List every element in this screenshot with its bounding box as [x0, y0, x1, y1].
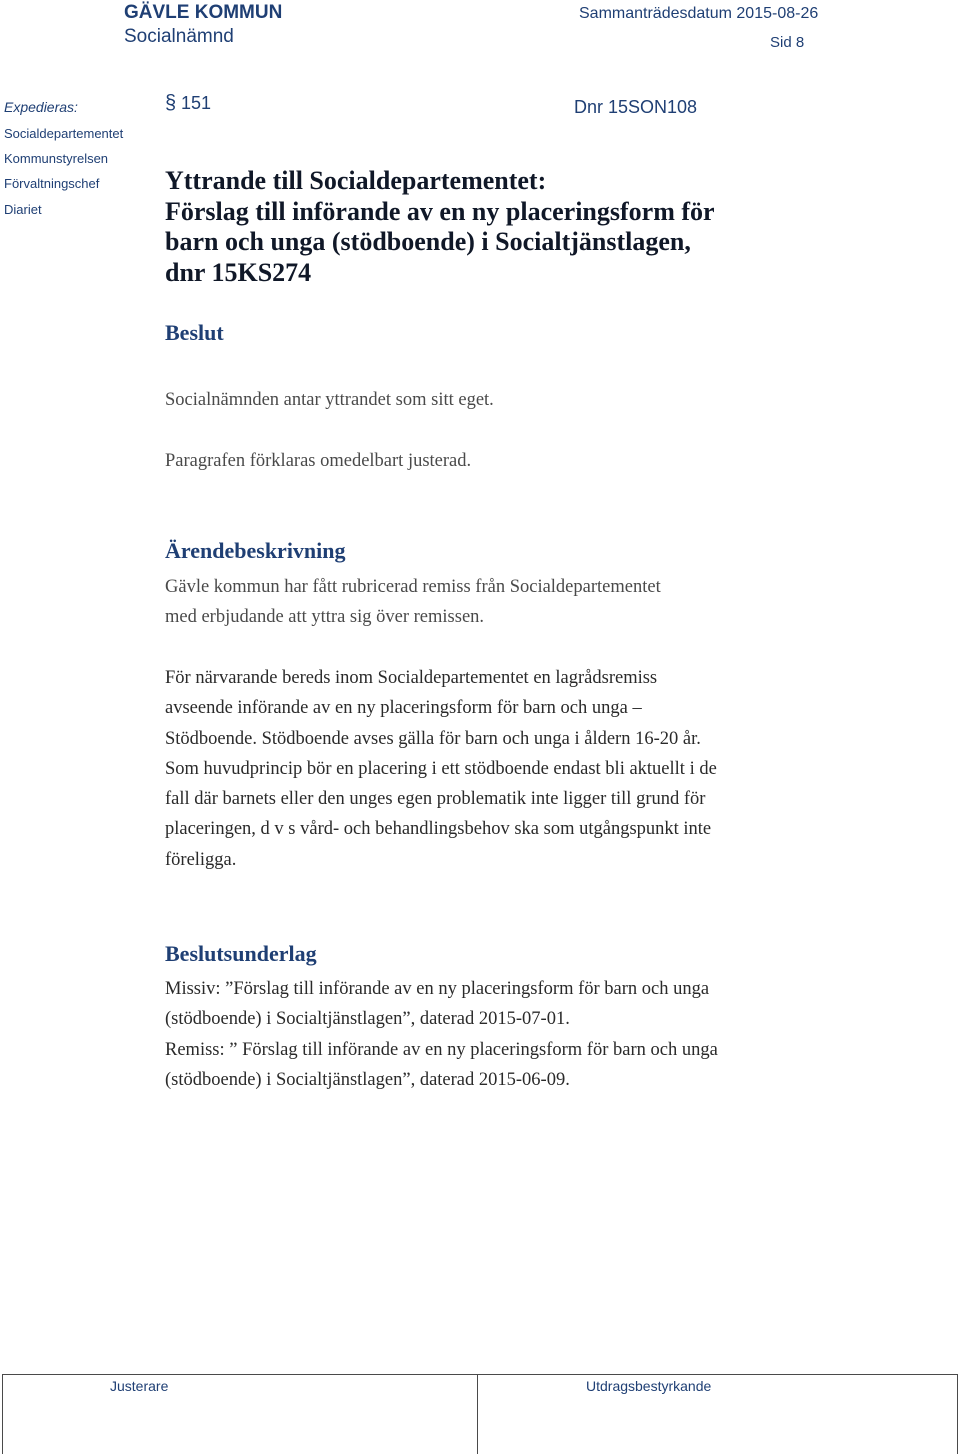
text-line: Remiss: ” Förslag till införande av en ny placeringsform för barn och unga [165, 1039, 718, 1060]
text-line: För närvarande bereds inom Socialdepartementet en lagrådsremiss [165, 668, 658, 688]
title-line: Yttrande till Socialdepartementet: [165, 166, 547, 195]
svg-text:§: § [165, 92, 177, 114]
text-line: Missiv: ”Förslag till införande av en ny placeringsform för barn och unga [165, 979, 710, 999]
distribution-label: Expedieras: [4, 99, 78, 115]
case-description-paragraph [165, 663, 717, 875]
decision-text: Paragrafen förklaras omedelbart justerad. [165, 451, 472, 471]
decision-basis-heading: Beslutsunderlag [165, 941, 317, 966]
decision-text: Socialnämnden antar yttrandet som sitt eget. [165, 390, 494, 410]
footer-box-border [477, 1374, 478, 1454]
recipient-item: Socialdepartementet [4, 126, 124, 141]
case-number: Dnr 15SON108 [574, 97, 698, 117]
recipient-item: Diariet [4, 202, 42, 217]
text-line: med erbjudande att yttra sig över remissen. [165, 607, 485, 628]
text-line: Stödboende. Stödboende avses gälla för barn och unga i åldern 16-20 år. [165, 728, 701, 749]
page-number: Sid 8 [770, 34, 805, 51]
text-line: (stödboende) i Socialtjänstlagen”, daterad 2015-07-01. [165, 1009, 570, 1030]
case-description-heading: Ärendebeskrivning [165, 538, 346, 563]
title-line: dnr 15KS274 [165, 257, 312, 287]
document-title [165, 166, 715, 288]
text-line: fall där barnets eller den unges egen problematik inte ligger till grund för [165, 789, 706, 810]
board-name: Socialnämnd [124, 26, 234, 47]
text-line: avseende införande av en ny placeringsform för barn och unga – [165, 698, 642, 719]
title-line: Förslag till införande av en ny placeringsform för [165, 196, 715, 226]
meeting-date: Sammanträdesdatum 2015-08-26 [579, 5, 819, 22]
extract-certification-label: Utdragsbestyrkande [586, 1378, 712, 1394]
decision-heading: Beslut [165, 320, 224, 345]
case-description-paragraph [165, 572, 661, 633]
footer-divider [2, 1374, 958, 1375]
recipient-item: Förvaltningschef [4, 176, 100, 191]
adjuster-label: Justerare [110, 1378, 169, 1394]
text-line: (stödboende) i Socialtjänstlagen”, daterad 2015-06-09. [165, 1069, 570, 1090]
text-line: placeringen, d v s vård- och behandlingsbehov ska som utgångspunkt inte [165, 819, 712, 840]
paragraph-number: 151 [181, 93, 212, 113]
recipient-item: Kommunstyrelsen [4, 151, 109, 166]
footer-box-border [2, 1374, 3, 1454]
decision-basis-list [165, 974, 718, 1095]
text-line: Som huvudprincip bör en placering i ett stödboende endast bli aktuellt i de [165, 758, 717, 779]
organization-name: GÄVLE KOMMUN [124, 2, 283, 23]
footer-box-border [957, 1374, 958, 1454]
title-line: barn och unga (stödboende) i Socialtjänstlagen, [165, 227, 691, 256]
text-line: Gävle kommun har fått rubricerad remiss från Socialdepartementet [165, 577, 661, 597]
text-line: föreligga. [165, 849, 237, 870]
